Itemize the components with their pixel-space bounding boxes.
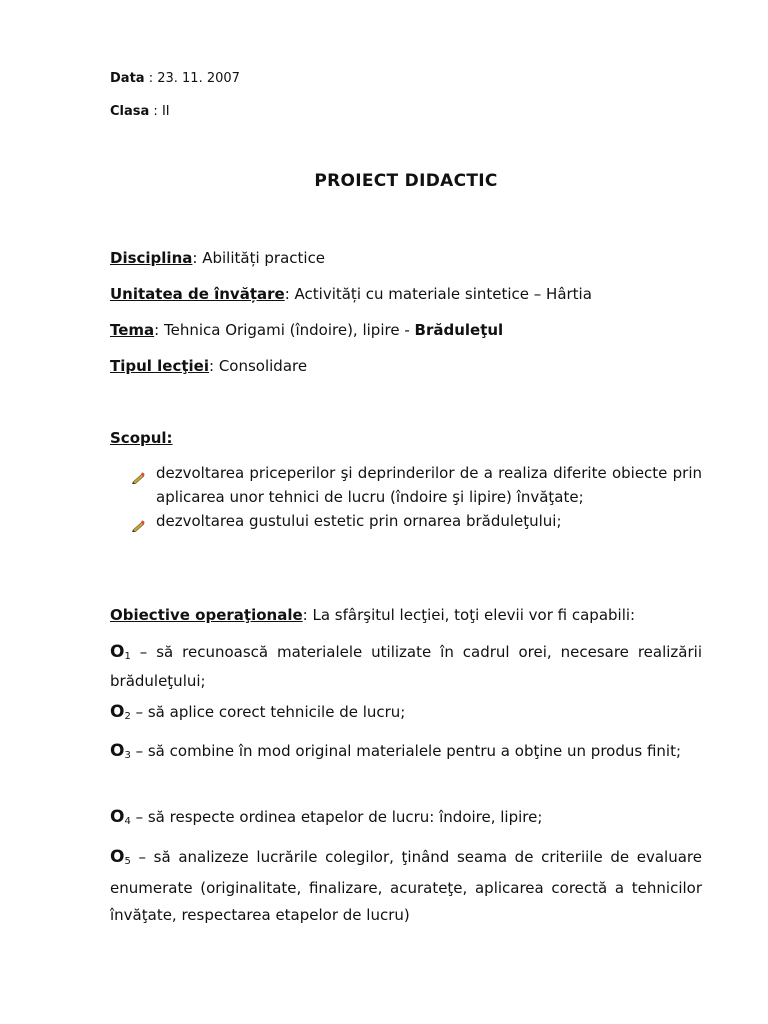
tipul-label: Tipul lecţiei (110, 357, 209, 375)
objective-letter: O (110, 702, 125, 722)
objective-letter: O (110, 741, 125, 761)
class-label: Clasa (110, 104, 150, 119)
date-value: 23. 11. 2007 (157, 71, 240, 86)
objective-o4 (110, 805, 702, 834)
objective-sub: 4 (124, 816, 131, 827)
obiective-label: Obiective operaţionale (110, 606, 303, 624)
unitatea-line (110, 282, 592, 306)
tipul-line (110, 354, 307, 378)
objective-letter: O (110, 807, 125, 827)
objective-o1 (110, 640, 702, 693)
page-title: PROIECT DIDACTIC (314, 171, 498, 191)
objective-sub: 1 (124, 651, 131, 662)
disciplina-line (110, 246, 325, 270)
tema-line (110, 318, 503, 342)
objective-o5 (110, 844, 702, 929)
date-label: Data (110, 71, 145, 86)
tema-label: Tema (110, 321, 155, 339)
objective-text: – să recunoască materialele utilizate în cadrul orei, necesare realizării brăduleţului; (110, 643, 702, 690)
objective-o2 (110, 700, 702, 729)
list-item (132, 509, 702, 538)
objective-o3 (110, 738, 702, 769)
scopul-list (132, 461, 702, 538)
class-line (110, 104, 170, 119)
objective-letter: O (110, 642, 125, 662)
objective-letter: O (110, 847, 125, 867)
objective-sub: 5 (124, 856, 131, 867)
scopul-item-1: dezvoltarea priceperilor şi deprinderilor de a realiza diferite obiecte prin aplicarea unor tehnici de lucru (îndoire şi lipire) învăţate; (156, 464, 702, 506)
disciplina-label: Disciplina (110, 249, 193, 267)
obiective-line (110, 603, 702, 627)
pencil-bullet-icon (132, 520, 145, 532)
unitatea-value: : Activități cu materiale sintetice – Hârtia (284, 285, 592, 303)
tipul-value: : Consolidare (209, 357, 308, 375)
class-separator: : (149, 104, 162, 119)
tema-value: : Tehnica Origami (îndoire), lipire - (154, 321, 415, 339)
objective-text: – să aplice corect tehnicile de lucru; (130, 703, 406, 721)
disciplina-value: : Abilități practice (192, 249, 326, 267)
objective-sub: 2 (124, 711, 131, 722)
scopul-heading: Scopul: (110, 429, 173, 447)
date-separator: : (144, 71, 158, 86)
unitatea-label: Unitatea de învățare (110, 285, 285, 303)
objective-text: – să combine în mod original materialele pentru a obţine un produs finit; (130, 742, 682, 760)
pencil-bullet-icon (132, 472, 145, 484)
obiective-intro: : La sfârşitul lecţiei, toţi elevii vor fi capabili: (302, 606, 636, 624)
tema-bold-value: Brăduleţul (414, 321, 504, 339)
scopul-item-2: dezvoltarea gustului estetic prin ornarea brăduleţului; (156, 512, 562, 530)
objective-sub: 3 (124, 750, 131, 761)
objective-text: – să analizeze lucrările colegilor, ţinând seama de criteriile de evaluare enumerate (originalitate, finalizare, acurateţe, aplicarea corectă a tehnicilor învăţate, respectarea etapelor de lucru) (110, 848, 702, 924)
list-item (132, 461, 702, 509)
date-line (110, 71, 240, 86)
objective-text: – să respecte ordinea etapelor de lucru: îndoire, lipire; (130, 808, 543, 826)
class-value: II (161, 104, 170, 119)
